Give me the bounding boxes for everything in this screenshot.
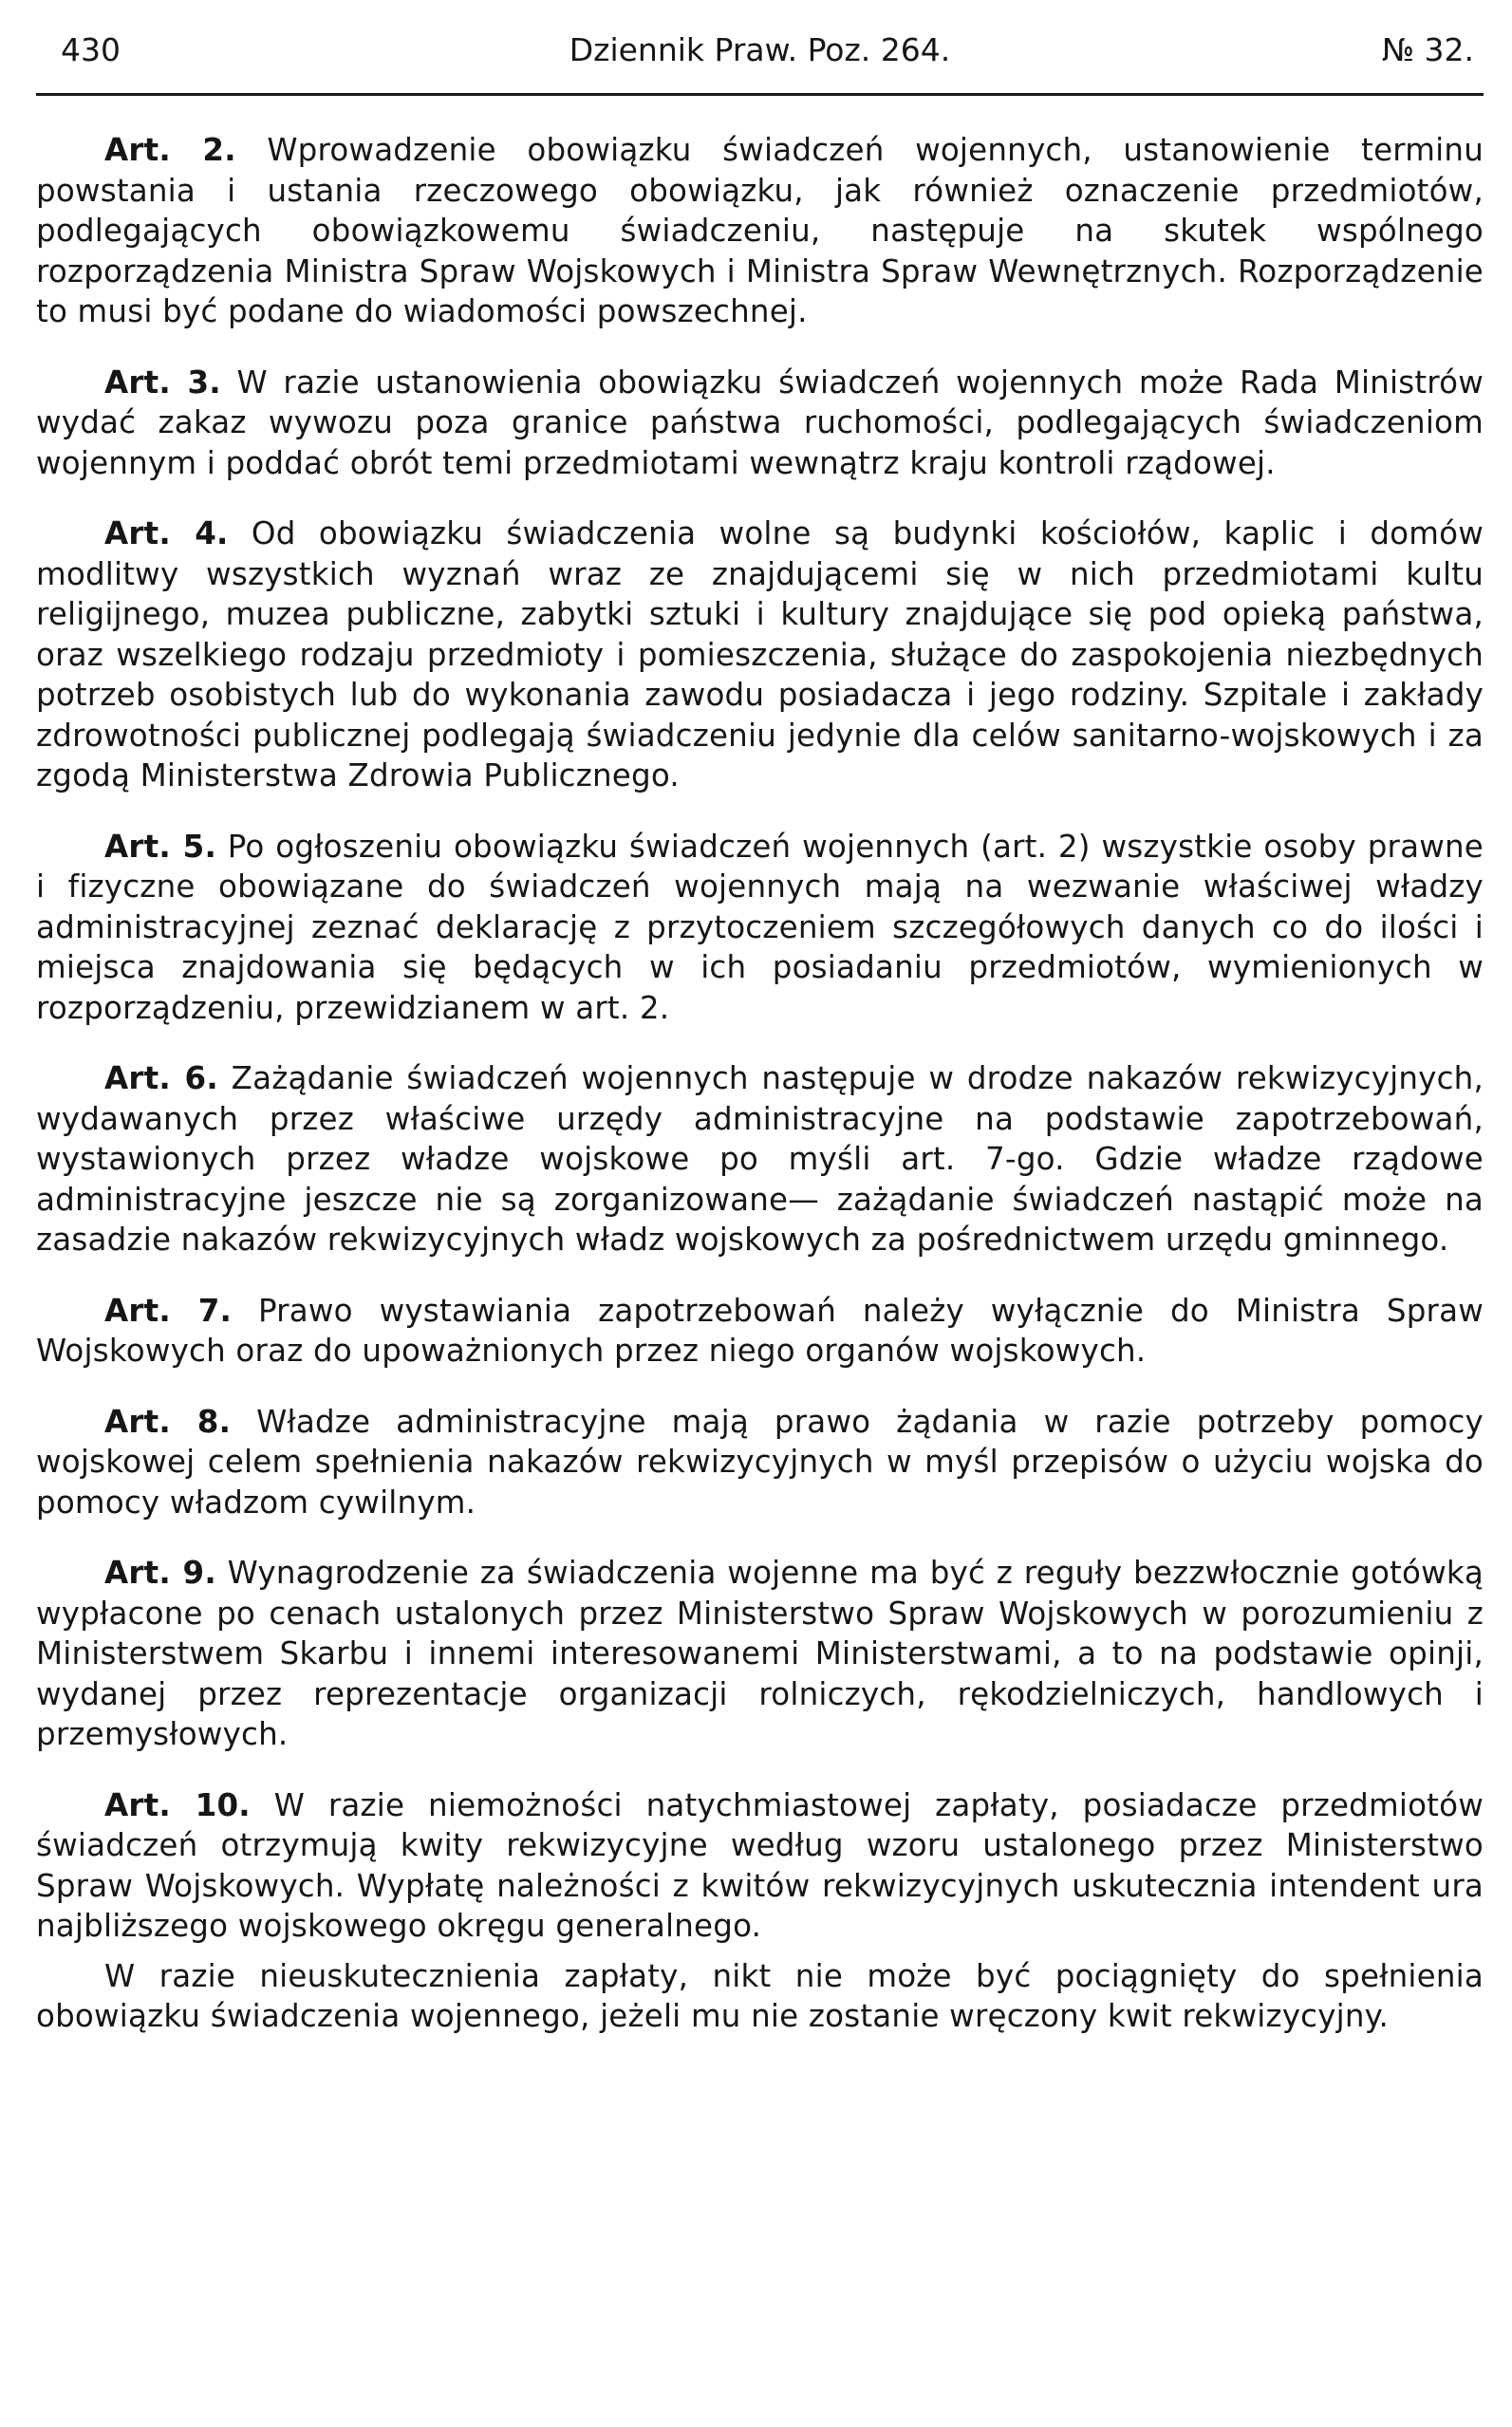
document-page: [36, 21, 1484, 2067]
article-text: Po ogłoszeniu obowiązku świadczeń wojennych (art. 2) wszystkie osoby prawne i fizyczne obowiązane do świadczeń wojennych mają na wezwanie właściwej władzy administracyjnej zeznać deklarację z przytoczeniem szczegółowych danych co do ilości i miejsca znajdowania się będących w ich posiadaniu przedmiotów, wymienionych w rozporządzeniu, przewidzianem w art. 2.: [36, 828, 1484, 1026]
article-label: Art. 2.: [104, 132, 236, 168]
journal-title: Dziennik Praw. Poz. 264.: [569, 31, 951, 68]
article-text: Zażądanie świadczeń wojennych następuje w drodze nakazów rekwizycyjnych, wydawanych przez właściwe urzędy administracyjne na podstawie zapotrzebowań, wystawionych przez władze wojskowe po myśli art. 7-go. Gdzie władze rządowe administracyjne jeszcze nie są zorganizowane— zażądanie świadczeń nastąpić może na zasadzie nakazów rekwizycyjnych władz wojskowych za pośrednictwem urzędu gminnego.: [36, 1060, 1484, 1258]
article-5: [36, 827, 1484, 1029]
article-text: W razie ustanowienia obowiązku świadczeń wojennych może Rada Ministrów wydać zakaz wywozu poza granice państwa ruchomości, podlegających świadczeniom wojennym i poddać obrót temi przedmiotami wewnątrz kraju kontroli rządowej.: [36, 364, 1484, 481]
article-label: Art. 4.: [104, 515, 229, 551]
article-text: Władze administracyjne mają prawo żądania w razie potrzeby pomocy wojskowej celem spełnienia nakazów rekwizycyjnych w myśl przepisów o użyciu wojska do pomocy władzom cywilnym.: [36, 1403, 1484, 1521]
article-text: Wynagrodzenie za świadczenia wojenne ma być z reguły bezzwłocznie gotówką wypłacone po cenach ustalonych przez Ministerstwo Spraw Wojskowych w porozumieniu z Ministerstwem Skarbu i innemi interesowanemi Ministerstwami, a to na podstawie opinji, wydanej przez reprezentacje organizacji rolniczych, rękodzielniczych, handlowych i przemysłowych.: [36, 1555, 1484, 1752]
article-9: [36, 1553, 1484, 1755]
article-text: Prawo wystawiania zapotrzebowań należy wyłącznie do Ministra Spraw Wojskowych oraz do upoważnionych przez niego organów wojskowych.: [36, 1292, 1484, 1369]
article-10: [36, 1785, 1484, 1947]
article-label: Art. 7.: [104, 1292, 233, 1329]
article-text: Od obowiązku świadczenia wolne są budynki kościołów, kaplic i domów modlitwy wszystkich wyznań wraz ze znajdującemi się w nich przedmiotami kultu religijnego, muzea publiczne, zabytki sztuki i kultury znajdujące się pod opieką państwa, oraz wszelkiego rodzaju przedmioty i pomieszczenia, służące do zaspokojenia niezbędnych potrzeb osobistych lub do wykonania zawodu posiadacza i jego rodziny. Szpitale i zakłady zdrowotności publicznej podlegają świadczeniu jedynie dla celów sanitarno-wojskowych i za zgodą Ministerstwa Zdrowia Publicznego.: [36, 515, 1484, 793]
article-4: [36, 513, 1484, 796]
article-label: Art. 10.: [104, 1786, 251, 1823]
article-3: [36, 363, 1484, 484]
article-label: Art. 6.: [104, 1060, 218, 1096]
articles-list: [36, 130, 1484, 2037]
article-7: [36, 1291, 1484, 1372]
article-label: Art. 5.: [104, 828, 216, 865]
closing-paragraph: W razie nieuskutecznienia zapłaty, nikt nie może być pociągnięty do spełnienia obowiązku świadczenia wojennego, jeżeli mu nie zostanie wręczony kwit rekwizycyjny.: [36, 1957, 1484, 2034]
issue-number: № 32.: [1381, 31, 1474, 68]
page-number: 430: [61, 31, 121, 68]
article-2: [36, 130, 1484, 332]
article-label: Art. 3.: [104, 364, 221, 401]
article-label: Art. 9.: [104, 1555, 216, 1591]
article-6: [36, 1058, 1484, 1260]
article-label: Art. 8.: [104, 1403, 232, 1440]
article-text: Wprowadzenie obowiązku świadczeń wojennych, ustanowienie terminu powstania i ustania rzeczowego obowiązku, jak również oznaczenie przedmiotów, podlegających obowiązkowemu świadczeniu, następuje na skutek wspólnego rozporządzenia Ministra Spraw Wojskowych i Ministra Spraw Wewnętrznych. Rozporządzenie to musi być podane do wiadomości powszechnej.: [36, 132, 1484, 329]
page-header: [36, 21, 1484, 80]
header-rule: [36, 93, 1484, 96]
article-8: [36, 1402, 1484, 1523]
article-text: W razie niemożności natychmiastowej zapłaty, posiadacze przedmiotów świadczeń otrzymują kwity rekwizycyjne według wzoru ustalonego przez Ministerstwo Spraw Wojskowych. Wypłatę należności z kwitów rekwizycyjnych uskutecznia intendent ura najbliższego wojskowego okręgu generalnego.: [36, 1786, 1484, 1944]
